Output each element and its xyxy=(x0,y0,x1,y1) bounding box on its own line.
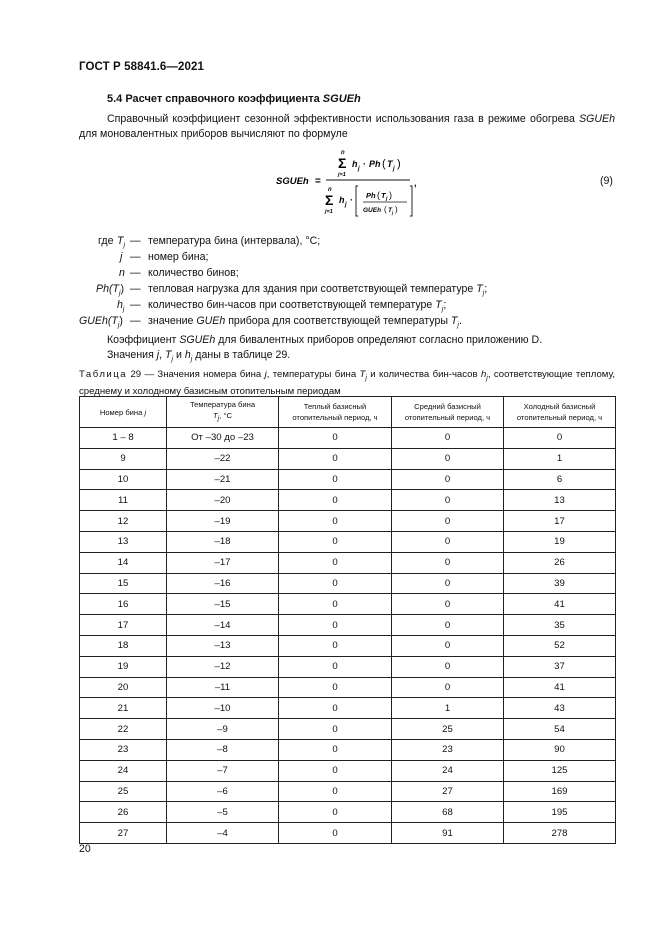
num-paren-close: ) xyxy=(397,158,401,170)
warm-period-cell: 0 xyxy=(279,698,392,719)
average-period-cell: 0 xyxy=(392,511,504,532)
num-h: h xyxy=(352,159,358,169)
cold-period-cell: 0 xyxy=(504,428,616,449)
col-header-average-period: Средний базисный отопительный период, ч xyxy=(392,397,504,428)
table-row xyxy=(80,448,616,469)
cold-period-cell: 39 xyxy=(504,573,616,594)
table-row xyxy=(80,490,616,511)
bin-number-cell: 23 xyxy=(80,739,167,760)
table-row xyxy=(80,531,616,552)
warm-period-cell: 0 xyxy=(279,469,392,490)
table-caption: Таблица 29 — Значения номера бина j, температуры бина $T_j$ и количества бин-часов $h_j$, соответствующие теплому, среднему и холодному базисным отопительным периодам xyxy=(79,369,615,397)
den-ph-t: T xyxy=(381,191,386,200)
average-period-cell: 0 xyxy=(392,469,504,490)
num-sum-sup: n xyxy=(341,150,345,156)
table-row xyxy=(80,823,616,844)
average-period-cell: 0 xyxy=(392,656,504,677)
temperature-cell: –11 xyxy=(167,677,279,698)
temperature-cell: –10 xyxy=(167,698,279,719)
average-period-cell: 0 xyxy=(392,615,504,636)
table-row xyxy=(80,511,616,532)
temperature-cell: –9 xyxy=(167,719,279,740)
warm-period-cell: 0 xyxy=(279,635,392,656)
den-ph-paren-close: ) xyxy=(389,190,392,200)
bin-number-cell: 10 xyxy=(80,469,167,490)
average-period-cell: 0 xyxy=(392,552,504,573)
table-row xyxy=(80,573,616,594)
average-period-cell: 27 xyxy=(392,781,504,802)
cold-period-cell: 195 xyxy=(504,802,616,823)
den-bracket-left xyxy=(356,186,358,216)
warm-period-cell: 0 xyxy=(279,573,392,594)
table-row xyxy=(80,635,616,656)
bin-number-cell: 21 xyxy=(80,698,167,719)
warm-period-cell: 0 xyxy=(279,594,392,615)
bin-number-cell: 16 xyxy=(80,594,167,615)
cold-period-cell: 19 xyxy=(504,531,616,552)
warm-period-cell: 0 xyxy=(279,552,392,573)
temperature-cell: –4 xyxy=(167,823,279,844)
definition-row: где $T_j$ — температура бина (интервала), °С; xyxy=(98,235,321,250)
bin-number-cell: 17 xyxy=(80,615,167,636)
den-ph-paren-open: ( xyxy=(377,190,380,200)
warm-period-cell: 0 xyxy=(279,511,392,532)
temperature-cell: –21 xyxy=(167,469,279,490)
num-t-sub: j xyxy=(393,166,395,172)
cold-period-cell: 41 xyxy=(504,677,616,698)
definition-row: n — количество бинов; xyxy=(119,267,239,279)
average-period-cell: 0 xyxy=(392,428,504,449)
temperature-cell: –16 xyxy=(167,573,279,594)
definition-row: $h_j$ — количество бин-часов при соответствующей температуре $T_j$; xyxy=(117,299,447,314)
col-header-temperature: Температура бина $T_j$, °С xyxy=(167,397,279,428)
table-row xyxy=(80,760,616,781)
den-sum-sigma: Σ xyxy=(325,192,334,208)
temperature-cell: –17 xyxy=(167,552,279,573)
intro-paragraph: Справочный коэффициент сезонной эффективности использования газа в режиме обогрева SGUEh для моновалентных приборов вычисляют по формуле xyxy=(79,113,615,140)
table-row xyxy=(80,656,616,677)
den-gueh-t: T xyxy=(388,207,392,214)
bin-number-cell: 24 xyxy=(80,760,167,781)
bin-number-cell: 22 xyxy=(80,719,167,740)
warm-period-cell: 0 xyxy=(279,823,392,844)
temperature-cell: –15 xyxy=(167,594,279,615)
section-title: 5.4 Расчет справочного коэффициента SGUEh xyxy=(107,93,361,105)
definition-row: j — номер бина; xyxy=(120,251,209,263)
table-row xyxy=(80,615,616,636)
average-period-cell: 0 xyxy=(392,677,504,698)
average-period-cell: 1 xyxy=(392,698,504,719)
document-header: ГОСТ Р 58841.6—2021 xyxy=(79,61,204,73)
bin-number-cell: 25 xyxy=(80,781,167,802)
warm-period-cell: 0 xyxy=(279,760,392,781)
formula-lhs: SGUEh xyxy=(276,176,309,187)
bin-number-cell: 1 – 8 xyxy=(80,428,167,449)
warm-period-cell: 0 xyxy=(279,448,392,469)
warm-period-cell: 0 xyxy=(279,490,392,511)
den-ph: Ph xyxy=(366,191,376,200)
where-intro: где xyxy=(98,235,114,247)
cold-period-cell: 26 xyxy=(504,552,616,573)
temperature-cell: –8 xyxy=(167,739,279,760)
table-row xyxy=(80,594,616,615)
bivalent-paragraph: Коэффициент SGUEh для бивалентных приборов определяют согласно приложению D. Значения j, $T_j$ и $h_j$ даны в таблице 29. xyxy=(107,334,543,364)
col-header-cold-period: Холодный базисный отопительный период, ч xyxy=(504,397,616,428)
cold-period-cell: 43 xyxy=(504,698,616,719)
warm-period-cell: 0 xyxy=(279,739,392,760)
warm-period-cell: 0 xyxy=(279,719,392,740)
warm-period-cell: 0 xyxy=(279,531,392,552)
temperature-cell: От –30 до –23 xyxy=(167,428,279,449)
temperature-cell: –19 xyxy=(167,511,279,532)
num-t: T xyxy=(387,159,393,169)
den-sum-sup: n xyxy=(328,187,332,193)
bin-number-cell: 11 xyxy=(80,490,167,511)
average-period-cell: 0 xyxy=(392,573,504,594)
bin-number-cell: 26 xyxy=(80,802,167,823)
cold-period-cell: 169 xyxy=(504,781,616,802)
average-period-cell: 91 xyxy=(392,823,504,844)
temperature-cell: –12 xyxy=(167,656,279,677)
table-row xyxy=(80,698,616,719)
bin-number-cell: 27 xyxy=(80,823,167,844)
temperature-cell: –14 xyxy=(167,615,279,636)
table-row xyxy=(80,677,616,698)
num-h-sub: j xyxy=(358,166,360,172)
cold-period-cell: 1 xyxy=(504,448,616,469)
warm-period-cell: 0 xyxy=(279,781,392,802)
table-header-row xyxy=(80,397,616,428)
warm-period-cell: 0 xyxy=(279,615,392,636)
table-row xyxy=(80,719,616,740)
warm-period-cell: 0 xyxy=(279,656,392,677)
temperature-cell: –6 xyxy=(167,781,279,802)
cold-period-cell: 278 xyxy=(504,823,616,844)
average-period-cell: 23 xyxy=(392,739,504,760)
table-row xyxy=(80,552,616,573)
temperature-cell: –20 xyxy=(167,490,279,511)
formula-equals: = xyxy=(315,176,321,187)
average-period-cell: 0 xyxy=(392,594,504,615)
bin-number-cell: 15 xyxy=(80,573,167,594)
cold-period-cell: 17 xyxy=(504,511,616,532)
definition-row: $GUEh(T_j)$ — значение GUEh прибора для соответствующей температуры $T_j$. xyxy=(79,315,462,330)
average-period-cell: 0 xyxy=(392,531,504,552)
cold-period-cell: 41 xyxy=(504,594,616,615)
sgueh-formula xyxy=(270,146,430,220)
warm-period-cell: 0 xyxy=(279,677,392,698)
temperature-cell: –7 xyxy=(167,760,279,781)
cold-period-cell: 37 xyxy=(504,656,616,677)
num-sum-sub: j=1 xyxy=(338,172,346,178)
bin-hours-table xyxy=(79,396,616,844)
den-sum-sub: j=1 xyxy=(325,209,333,215)
temperature-cell: –5 xyxy=(167,802,279,823)
den-gueh-paren-close: ) xyxy=(395,205,398,214)
den-gueh-paren-open: ( xyxy=(384,205,387,214)
table-row xyxy=(80,802,616,823)
cold-period-cell: 125 xyxy=(504,760,616,781)
den-gueh: GUEh xyxy=(363,207,382,214)
warm-period-cell: 0 xyxy=(279,802,392,823)
cold-period-cell: 13 xyxy=(504,490,616,511)
average-period-cell: 0 xyxy=(392,448,504,469)
bin-number-cell: 19 xyxy=(80,656,167,677)
col-header-bin-number: Номер бина j xyxy=(80,397,167,428)
num-sum-sigma: Σ xyxy=(338,155,347,171)
den-gueh-t-sub: j xyxy=(392,210,394,215)
average-period-cell: 0 xyxy=(392,490,504,511)
bin-number-cell: 14 xyxy=(80,552,167,573)
bin-number-cell: 12 xyxy=(80,511,167,532)
warm-period-cell: 0 xyxy=(279,428,392,449)
bin-number-cell: 13 xyxy=(80,531,167,552)
average-period-cell: 0 xyxy=(392,635,504,656)
num-dot: · xyxy=(363,159,366,169)
temperature-cell: –22 xyxy=(167,448,279,469)
cold-period-cell: 54 xyxy=(504,719,616,740)
bin-number-cell: 20 xyxy=(80,677,167,698)
table-body xyxy=(80,428,616,844)
den-h-sub: j xyxy=(345,202,347,208)
definition-row: $Ph(T_j)$ — тепловая нагрузка для здания при соответствующей температуре $T_j$; xyxy=(96,283,488,298)
table-row xyxy=(80,739,616,760)
temperature-cell: –13 xyxy=(167,635,279,656)
table-row xyxy=(80,428,616,449)
average-period-cell: 24 xyxy=(392,760,504,781)
den-ph-t-sub: j xyxy=(386,196,388,202)
den-h: h xyxy=(339,195,345,205)
table-row xyxy=(80,781,616,802)
formula-comma: , xyxy=(414,178,417,188)
den-bracket-right xyxy=(410,186,412,216)
table-row xyxy=(80,469,616,490)
num-paren-open: ( xyxy=(382,158,386,170)
cold-period-cell: 52 xyxy=(504,635,616,656)
col-header-warm-period: Теплый базисный отопительный период, ч xyxy=(279,397,392,428)
average-period-cell: 25 xyxy=(392,719,504,740)
bin-number-cell: 9 xyxy=(80,448,167,469)
cold-period-cell: 35 xyxy=(504,615,616,636)
equation-number: (9) xyxy=(600,175,613,187)
cold-period-cell: 90 xyxy=(504,739,616,760)
temperature-cell: –18 xyxy=(167,531,279,552)
average-period-cell: 68 xyxy=(392,802,504,823)
cold-period-cell: 6 xyxy=(504,469,616,490)
page-number: 20 xyxy=(79,843,91,855)
bin-number-cell: 18 xyxy=(80,635,167,656)
den-dot: · xyxy=(350,195,353,205)
num-ph: Ph xyxy=(369,159,381,169)
